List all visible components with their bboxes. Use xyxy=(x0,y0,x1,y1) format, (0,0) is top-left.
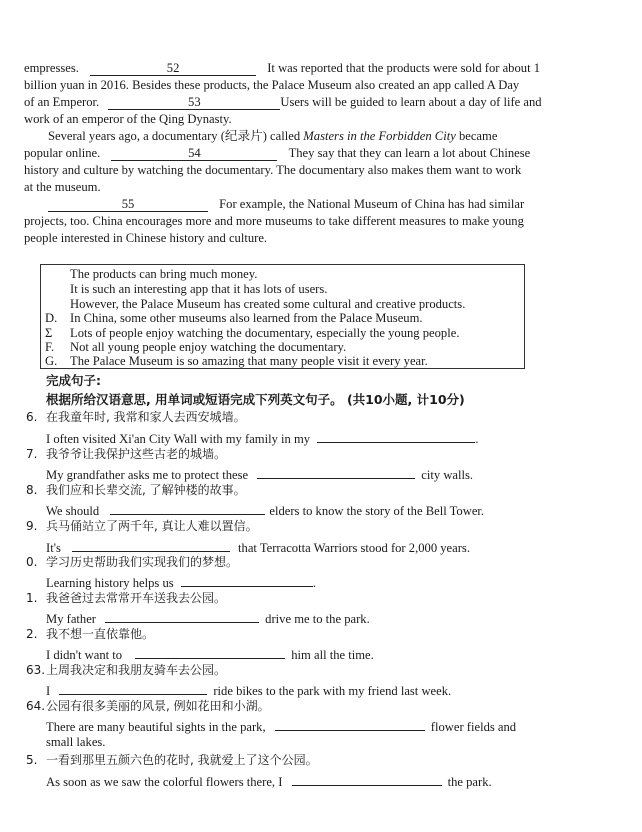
question-text: . xyxy=(475,432,479,446)
passage-line-4: work of an emperor of the Qing Dynasty. xyxy=(24,112,232,126)
question-en xyxy=(46,716,516,736)
question-cn xyxy=(26,626,155,643)
blank-54[interactable]: 54 xyxy=(111,146,277,161)
question-number: 9. xyxy=(26,519,38,533)
answer-blank[interactable] xyxy=(110,500,265,515)
question-text: elders to know the story of the Bell Tower. xyxy=(269,504,485,518)
question-prompt: 一看到那里五颜六色的花时, 我就爱上了这个公园。 xyxy=(46,753,318,767)
passage-text: Users will be guided to learn about a day of life and xyxy=(280,95,542,109)
question-text: that Terracotta Warriors stood for 2,000 years. xyxy=(238,541,470,555)
question-number: 64. xyxy=(26,699,46,713)
question-text: Learning history helps us xyxy=(46,576,174,590)
question-en xyxy=(46,500,484,520)
question-prompt: 学习历史帮助我们实现我们的梦想。 xyxy=(46,555,239,569)
question-text: It's xyxy=(46,541,61,555)
option-text: It is such an interesting app that it has lots of users. xyxy=(70,282,328,296)
question-text: him all the time. xyxy=(291,648,374,662)
question-en xyxy=(46,572,316,592)
question-text: ride bikes to the park with my friend last week. xyxy=(213,684,452,698)
question-en xyxy=(46,644,374,664)
question-text: I xyxy=(46,684,51,698)
question-cn xyxy=(26,752,318,769)
passage-line-9 xyxy=(48,196,524,213)
answer-blank[interactable] xyxy=(105,608,259,623)
question-prompt: 我爷爷让我保护这些古老的城墙。 xyxy=(46,447,227,461)
question-number: 2. xyxy=(26,627,38,641)
option-text: Not all young people enjoy watching the documentary. xyxy=(70,340,347,354)
question-en xyxy=(46,608,370,628)
option-key: D. xyxy=(45,311,58,325)
passage-line-6 xyxy=(24,145,530,162)
passage-text: They say that they can learn a lot about Chinese xyxy=(288,146,531,160)
question-text: There are many beautiful sights in the park, xyxy=(46,720,266,734)
option-text: The Palace Museum is so amazing that many people visit it every year. xyxy=(70,354,428,368)
question-text: As soon as we saw the colorful flowers there, I xyxy=(46,775,283,789)
question-cn xyxy=(26,518,258,535)
answer-blank[interactable] xyxy=(59,680,207,695)
question-text: My grandfather asks me to protect these xyxy=(46,468,249,482)
passage-text: For example, the National Museum of China has had similar xyxy=(219,197,525,211)
question-cn xyxy=(26,482,246,499)
question-cn xyxy=(26,662,227,679)
question-number: 1. xyxy=(26,591,38,605)
answer-blank[interactable] xyxy=(72,537,230,552)
option-text: In China, some other museums also learned from the Palace Museum. xyxy=(70,311,423,325)
section-instruction: 根据所给汉语意思, 用单词或短语完成下列英文句子。 (共10小题, 计10分) xyxy=(46,392,465,407)
blank-53[interactable]: 53 xyxy=(108,95,280,110)
passage-line-2: billion yuan in 2016. Besides these products, the Palace Museum also created an app called A Day xyxy=(24,78,520,92)
question-text: drive me to the park. xyxy=(265,612,370,626)
question-prompt: 上周我决定和我朋友骑车去公园。 xyxy=(46,663,227,677)
documentary-title: Masters in the Forbidden City xyxy=(303,129,456,143)
question-text: flower fields and xyxy=(430,720,517,734)
option-text: The products can bring much money. xyxy=(70,267,258,281)
passage-text: of an Emperor. xyxy=(24,95,100,109)
question-text: city walls. xyxy=(421,468,474,482)
question-en xyxy=(46,680,451,700)
passage-text: popular online. xyxy=(24,146,101,160)
passage-line-10: projects, too. China encourages more and more museums to take different measures to make young xyxy=(24,214,524,228)
question-text: We should xyxy=(46,504,100,518)
option-key: Σ xyxy=(45,326,53,340)
section-title: 完成句子: xyxy=(46,373,101,388)
question-number: 6. xyxy=(26,410,38,424)
question-prompt: 兵马俑站立了两千年, 真让人难以置信。 xyxy=(46,519,258,533)
question-cn xyxy=(26,590,227,607)
question-cn xyxy=(26,554,239,571)
question-prompt: 公园有很多美丽的风景, 例如花田和小湖。 xyxy=(46,699,270,713)
passage-line-1 xyxy=(24,60,540,77)
passage-line-3 xyxy=(24,94,542,111)
question-cn xyxy=(26,409,246,426)
option-text: Lots of people enjoy watching the documentary, especially the young people. xyxy=(70,326,460,340)
question-en xyxy=(46,464,473,484)
question-cn xyxy=(26,446,227,463)
passage-text: empresses. xyxy=(24,61,79,75)
blank-55[interactable]: 55 xyxy=(48,197,208,212)
question-number: 0. xyxy=(26,555,38,569)
question-number: 5. xyxy=(26,753,38,767)
passage-line-11: people interested in Chinese history and culture. xyxy=(24,231,268,245)
question-text: the park. xyxy=(447,775,492,789)
question-number: 8. xyxy=(26,483,38,497)
question-text: . xyxy=(312,576,316,590)
options-box xyxy=(40,264,525,369)
question-cn xyxy=(26,698,270,715)
question-en xyxy=(46,771,492,791)
question-text: I didn't want to xyxy=(46,648,123,662)
option-text: However, the Palace Museum has created some cultural and creative products. xyxy=(70,297,466,311)
answer-blank[interactable] xyxy=(292,771,442,786)
answer-blank[interactable] xyxy=(135,644,285,659)
passage-text: became xyxy=(458,129,498,143)
blank-52[interactable]: 52 xyxy=(90,61,256,76)
answer-blank[interactable] xyxy=(257,464,415,479)
passage-line-8: at the museum. xyxy=(24,180,101,194)
question-prompt: 在我童年时, 我常和家人去西安城墙。 xyxy=(46,410,246,424)
question-prompt: 我们应和长辈交流, 了解钟楼的故事。 xyxy=(46,483,246,497)
passage-text: It was reported that the products were sold for about 1 xyxy=(267,61,541,75)
option-key: F. xyxy=(45,340,55,354)
answer-blank[interactable] xyxy=(317,428,475,443)
question-en xyxy=(46,428,478,448)
question-number: 63. xyxy=(26,663,46,677)
question-en-cont: small lakes. xyxy=(46,735,106,749)
question-text: My father xyxy=(46,612,97,626)
passage-line-7: history and culture by watching the documentary. The documentary also makes them want to work xyxy=(24,163,522,177)
question-text: I often visited Xi'an City Wall with my family in my xyxy=(46,432,311,446)
option-key: G. xyxy=(45,354,58,368)
passage-line-5 xyxy=(48,128,497,145)
answer-blank[interactable] xyxy=(275,716,425,731)
question-prompt: 我不想一直依靠他。 xyxy=(46,627,155,641)
question-number: 7. xyxy=(26,447,38,461)
question-prompt: 我爸爸过去常常开车送我去公园。 xyxy=(46,591,227,605)
answer-blank[interactable] xyxy=(181,572,313,587)
passage-text: Several years ago, a documentary (纪录片) called xyxy=(48,129,301,143)
option-g[interactable] xyxy=(45,353,428,370)
